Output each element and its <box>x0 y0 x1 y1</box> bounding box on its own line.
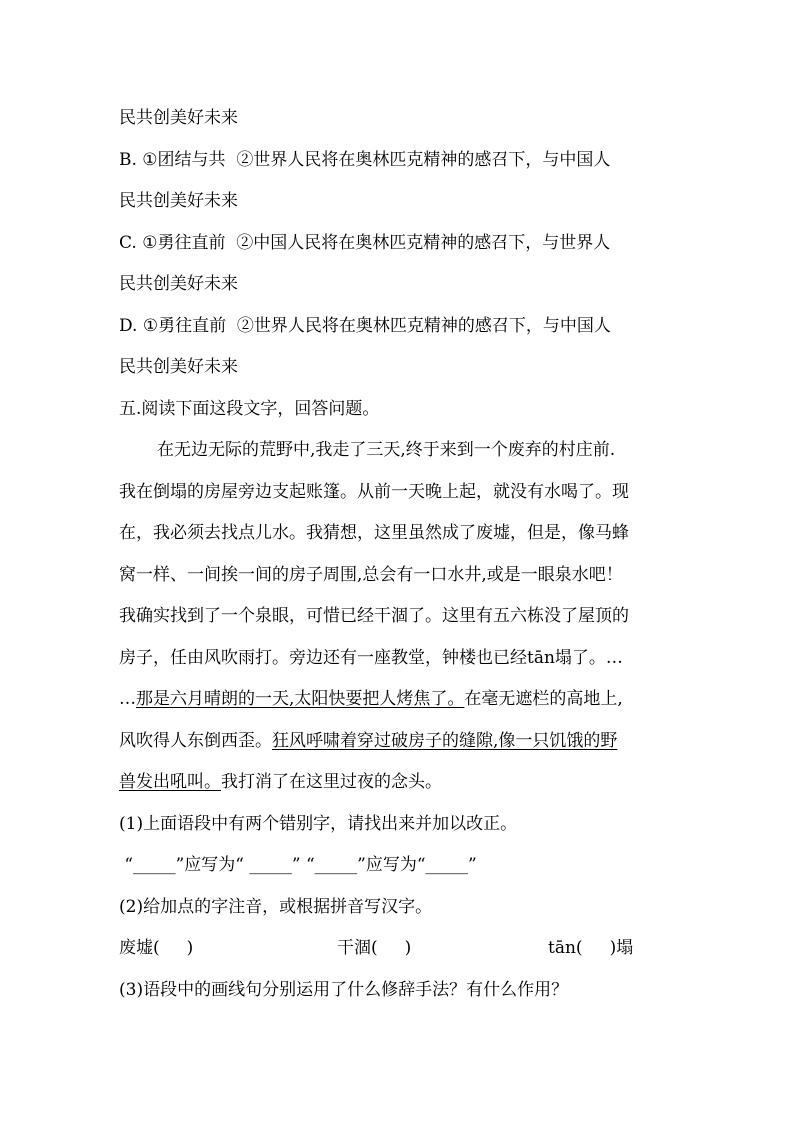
option-b-line-1: B. ①团结与共 ②世界人民将在奥林匹克精神的感召下，与中国人 <box>119 150 611 170</box>
option-d-line-1: D. ①勇往直前 ②世界人民将在奥林匹克精神的感召下，与中国人 <box>119 316 611 336</box>
question-2-prompt: (2)给加点的字注音，或根据拼音写汉字。 <box>119 897 433 917</box>
passage-line-9 <box>119 770 442 794</box>
question-1-prompt: (1)上面语段中有两个错别字，请找出来并加以改正。 <box>119 814 518 834</box>
passage-line-8-lead: 风吹得人东倒西歪。 <box>119 731 272 751</box>
passage-line-1: 在无边无际的荒野中,我走了三天,终于来到一个废弃的村庄前. <box>157 440 616 460</box>
passage-line-3: 在，我必须去找点儿水。我猜想，这里虽然成了废墟，但是，像马蜂 <box>119 523 629 543</box>
passage-line-7-tail: 在毫无遮栏的高地上, <box>464 689 623 709</box>
passage-line-9-tail: 我打消了在这里过夜的念头。 <box>221 772 442 792</box>
passage-line-2: 我在倒塌的房屋旁边支起账篷。从前一天晚上起，就没有水喝了。现 <box>119 482 629 502</box>
option-c-line-1: C. ①勇往直前 ②中国人民将在奥林匹克精神的感召下，与世界人 <box>119 233 611 253</box>
option-c-line-2: 民共创美好未来 <box>119 274 238 294</box>
section-heading: 五.阅读下面这段文字，回答问题。 <box>119 399 380 419</box>
underlined-sentence-1: 那是六月晴朗的一天,太阳快要把人烤焦了。 <box>136 689 465 709</box>
underlined-sentence-2-part-1: 狂风呼啸着穿过破房子的缝隙,像一只饥饿的野 <box>272 731 618 751</box>
option-b-line-2: 民共创美好未来 <box>119 191 238 211</box>
question-1-answer-blanks: “_____”应写为“ _____” “_____”应写为“_____” <box>119 855 477 875</box>
passage-line-4: 窝一样、一间挨一间的房子周围,总会有一口水井,或是一眼泉水吧！ <box>119 565 623 585</box>
option-d-line-2: 民共创美好未来 <box>119 357 238 377</box>
passage-line-7 <box>119 687 623 711</box>
question-2-item-3: tān( )塌 <box>548 938 634 958</box>
question-3-prompt: (3)语段中的画线句分别运用了什么修辞手法？有什么作用？ <box>119 980 569 1000</box>
question-2-item-1: 废墟( ) <box>119 938 194 958</box>
passage-line-6: 房子，任由风吹雨打。旁边还有一座教堂，钟楼也已经tān塌了。… <box>119 648 623 668</box>
question-2-item-2: 干涸( ) <box>337 938 412 958</box>
passage-line-5: 我确实找到了一个泉眼，可惜已经干涸了。这里有五六栋没了屋顶的 <box>119 606 629 626</box>
passage-line-8 <box>119 729 617 753</box>
underlined-sentence-2-part-2: 兽发出吼叫。 <box>119 772 221 792</box>
passage-line-7-lead: … <box>119 689 136 709</box>
option-a-continuation: 民共创美好未来 <box>119 108 238 128</box>
